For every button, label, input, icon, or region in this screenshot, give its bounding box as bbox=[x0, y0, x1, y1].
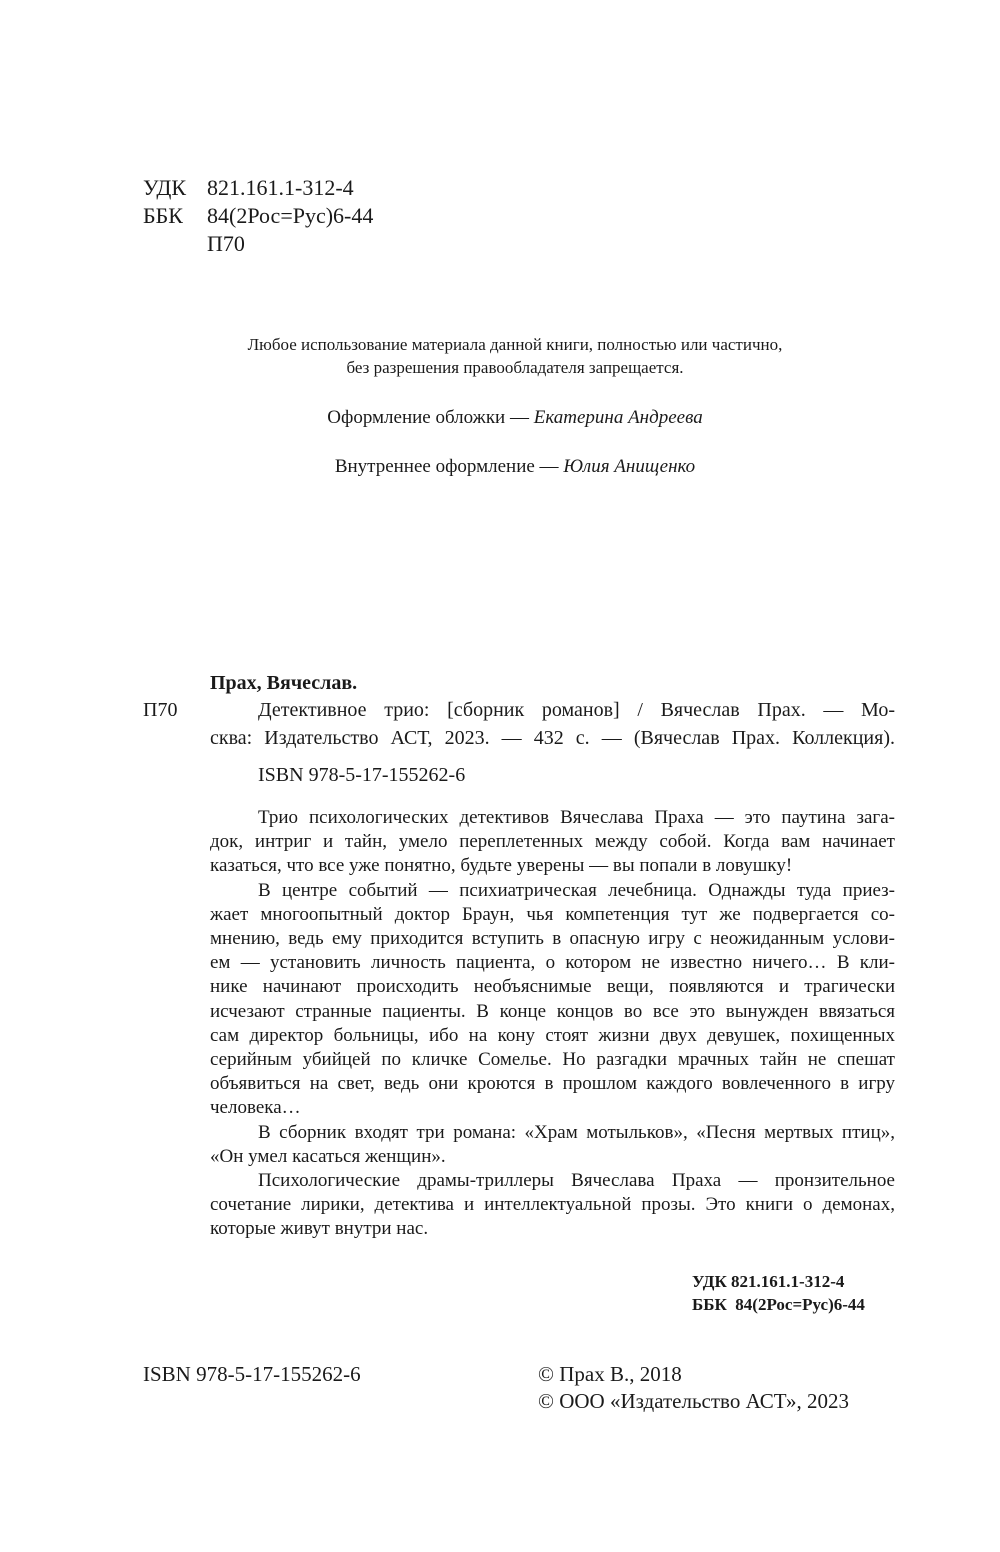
copyright-notice-line-2: без разрешения правообладателя запрещается. bbox=[346, 358, 684, 377]
cover-credit-label: Оформление обложки — bbox=[327, 407, 534, 428]
copyright-publisher: © ООО «Издательство АСТ», 2023 bbox=[538, 1389, 849, 1413]
bib-isbn: ISBN 978-5-17-155262-6 bbox=[258, 764, 466, 786]
bbk-value: 84(2Рос=Рус)6-44 bbox=[207, 203, 374, 228]
interior-designer: Юлия Анищенко bbox=[563, 456, 696, 477]
copyright-author: © Прах В., 2018 bbox=[538, 1362, 682, 1386]
annotation-line: ем — установить личность пациента, о котором не известно ничего… В кли- bbox=[210, 952, 895, 974]
annotation-line: жает многоопытный доктор Браун, чья компетенция тут же подвергается со- bbox=[210, 903, 895, 925]
interior-credit-label: Внутреннее оформление — bbox=[334, 456, 564, 477]
annotation-line: Психологические драмы-триллеры Вячеслава Праха — пронзительное bbox=[258, 1170, 895, 1191]
annotation-line: нике начинают происходить необъяснимые вещи, появляются и трагически bbox=[210, 976, 895, 998]
annotation-line: которые живут внутри нас. bbox=[210, 1218, 429, 1240]
cover-credit bbox=[0, 406, 1000, 430]
udk-value: 821.161.1-312-4 bbox=[207, 175, 354, 200]
interior-credit bbox=[0, 455, 1000, 479]
annotation-line: мнению, ведь ему приходится вступить в опасную игру с неожиданным услови- bbox=[210, 928, 895, 949]
bbk-label: ББК bbox=[143, 203, 183, 228]
annotation-line: док, интриг и тайн, умело переплетенных между собой. Когда вам начинает bbox=[210, 831, 895, 853]
annotation-line: Трио психологических детективов Вячеслава Праха — это паутина зага- bbox=[258, 807, 895, 828]
annotation-line: казаться, что все уже понятно, будьте уверены — вы попали в ловушку! bbox=[210, 855, 793, 877]
annotation-line: сам директор больницы, ибо на кону стоят жизни двух девушек, похищенных bbox=[210, 1024, 895, 1046]
bib-line-2: сква: Издательство АСТ, 2023. — 432 с. — (Вячеслав Прах. Коллекция). bbox=[210, 727, 895, 749]
udk-label: УДК bbox=[143, 175, 187, 200]
cover-designer: Екатерина Андреева bbox=[533, 407, 703, 428]
copyright-notice-line-1: Любое использование материала данной книги, полностью или частично, bbox=[247, 335, 783, 354]
annotation-line: сочетание лирики, детектива и интеллектуальной прозы. Это книги о демонах, bbox=[210, 1194, 895, 1216]
annotation-line: человека… bbox=[210, 1097, 301, 1119]
annotation-line: объявиться на свет, ведь они кроются в прошлом каждого вовлеченного в игру bbox=[210, 1073, 895, 1095]
udk-code: УДК 821.161.1-312-4 bbox=[692, 1272, 845, 1291]
bib-line-1: Детективное трио: [сборник романов] / Вячеслав Прах. — Мо- bbox=[258, 699, 895, 721]
author-mark: П70 bbox=[207, 231, 245, 256]
annotation-line: исчезают странные пациенты. В конце концов во все это вынужден ввязаться bbox=[210, 1000, 895, 1022]
bbk-code: ББК 84(2Рос=Рус)6-44 bbox=[692, 1295, 865, 1314]
bib-author: Прах, Вячеслав. bbox=[210, 672, 358, 694]
annotation-line: В центре событий — психиатрическая лечебница. Однажды туда приез- bbox=[258, 879, 895, 901]
annotation-line: серийным убийцей по кличке Сомелье. Но разгадки мрачных тайн не спешат bbox=[210, 1049, 895, 1070]
annotation-line: «Он умел касаться женщин». bbox=[210, 1145, 446, 1167]
bib-mark: П70 bbox=[143, 699, 178, 721]
annotation-line: В сборник входят три романа: «Храм мотыльков», «Песня мертвых птиц», bbox=[258, 1121, 895, 1143]
footer-isbn: ISBN 978-5-17-155262-6 bbox=[143, 1362, 361, 1386]
